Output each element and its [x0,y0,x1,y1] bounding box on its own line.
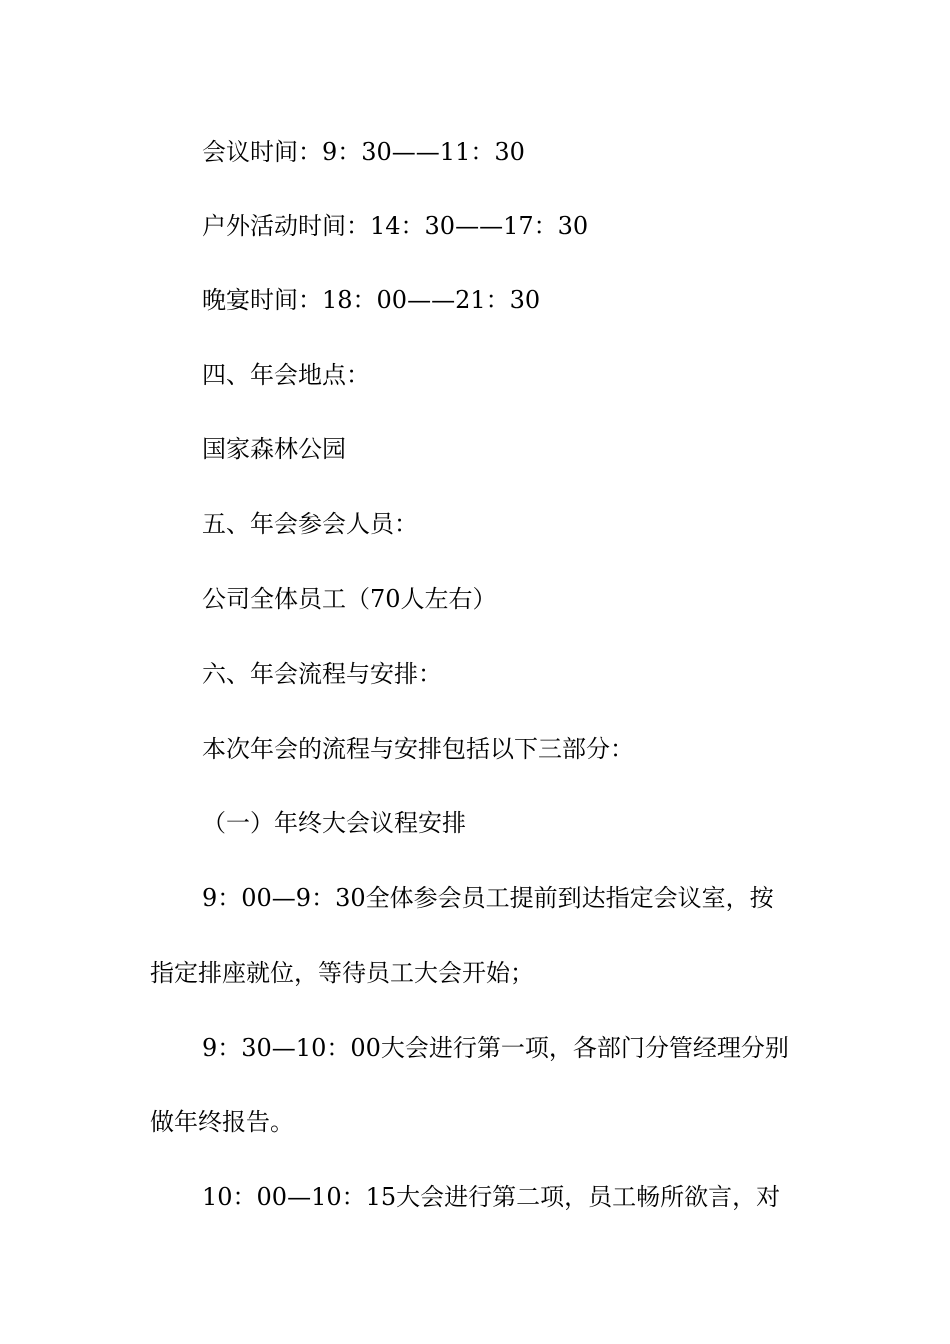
section-six-heading: 六、年会流程与安排： [202,660,442,688]
agenda-item-3-line-1: 10：00—10：15大会进行第二项，员工畅所欲言，对 [202,1183,781,1211]
subsection-one-heading: （一）年终大会议程安排 [202,809,466,837]
outdoor-activity-time-line: 户外活动时间：14：30——17：30 [202,212,589,240]
agenda-item-1-line-2: 指定排座就位，等待员工大会开始； [150,959,534,987]
dinner-time-line: 晚宴时间：18：00——21：30 [202,286,541,314]
section-four-heading: 四、年会地点： [202,361,370,389]
attendees-line: 公司全体员工（70人左右） [202,585,497,613]
venue-line: 国家森林公园 [202,435,346,463]
section-five-heading: 五、年会参会人员： [202,510,418,538]
agenda-item-2-line-2: 做年终报告。 [150,1108,294,1136]
agenda-item-1-line-1: 9：00—9：30全体参会员工提前到达指定会议室，按 [202,884,774,912]
meeting-time-line: 会议时间：9：30——11：30 [202,138,525,166]
agenda-item-2-line-1: 9：30—10：00大会进行第一项，各部门分管经理分别 [202,1034,789,1062]
process-intro-line: 本次年会的流程与安排包括以下三部分： [202,735,634,763]
